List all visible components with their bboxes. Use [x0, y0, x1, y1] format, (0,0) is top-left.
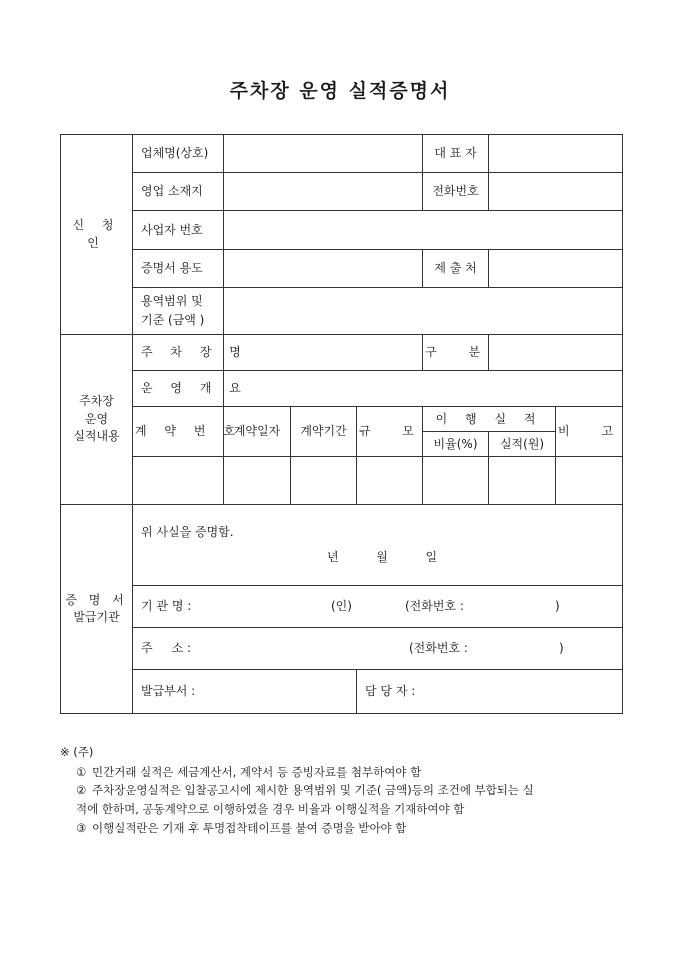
note-item: ③ 이행실적란은 기재 후 투명접착테이프를 붙여 증명을 받아야 함 [76, 820, 407, 835]
operation-overview-field[interactable] [224, 371, 623, 407]
col-scale: 규 모 [357, 407, 423, 457]
business-address-label: 영업 소재지 [133, 173, 224, 211]
ratio-cell[interactable] [423, 457, 489, 505]
applicant-section-label: 신 청 인 [61, 135, 133, 335]
address-row[interactable] [133, 628, 623, 670]
service-scope-field[interactable] [224, 288, 623, 335]
representative-label: 대 표 자 [423, 135, 489, 173]
category-label: 구 분 [423, 335, 489, 371]
person-in-charge-label: 담 당 자 : [365, 684, 416, 699]
date-day: 일 [425, 550, 438, 564]
company-name-label: 업체명(상호) [133, 135, 224, 173]
certificate-use-field[interactable] [224, 250, 423, 288]
note-item: ② 주차장운영실적은 입찰공고시에 제시한 용역범위 및 기준( 금액)등의 조건에 부합되는 실 [76, 783, 534, 798]
service-scope-label: 용역범위 및 기준 (금액 ) [133, 288, 224, 335]
document-title: 주차장 운영 실적증명서 [229, 80, 451, 102]
agency-phone-open: (전화번호 : [405, 599, 464, 614]
phone-field[interactable] [489, 173, 623, 211]
agency-row[interactable] [133, 586, 623, 628]
certificate-form [60, 134, 628, 714]
certification-section-label: 증 명 서 발급기관 [61, 505, 133, 714]
contract-period-cell[interactable] [291, 457, 357, 505]
remarks-cell[interactable] [556, 457, 623, 505]
col-contract-date: 계약일자 [224, 407, 291, 457]
col-remarks: 비 고 [556, 407, 623, 457]
parking-name-label: 주 차 장 명 [133, 335, 224, 371]
date-month: 월 [376, 550, 388, 564]
col-ratio: 비율(%) [423, 432, 489, 457]
person-in-charge-cell[interactable] [357, 670, 623, 714]
scale-cell[interactable] [357, 457, 423, 505]
col-contract-period: 계약기간 [291, 407, 357, 457]
issuing-dept-label: 발급부서 : [141, 684, 196, 699]
agency-label: 기 관 명 : [141, 599, 192, 614]
address-phone-open: (전화번호 : [409, 641, 468, 656]
agency-phone-close: ) [555, 599, 560, 614]
submit-to-field[interactable] [489, 250, 623, 288]
business-number-field[interactable] [224, 211, 623, 250]
operation-overview-label: 운 영 개 요 [133, 371, 224, 407]
contract-date-cell[interactable] [224, 457, 291, 505]
notes-header: ※ (주) [60, 745, 94, 759]
contract-no-cell[interactable] [133, 457, 224, 505]
parking-name-field[interactable] [224, 335, 423, 371]
note-item: ① 민간거래 실적은 세금계산서, 계약서 등 증빙자료를 첨부하여야 함 [76, 764, 422, 779]
note-item-continuation: 적에 한하며, 공동계약으로 이행하였을 경우 비율과 이행실적을 기재하여야 함 [76, 801, 465, 816]
col-amount: 실적(원) [489, 432, 556, 457]
seal-label: (인) [331, 599, 352, 614]
phone-label: 전화번호 [423, 173, 489, 211]
address-phone-close: ) [559, 641, 564, 656]
amount-cell[interactable] [489, 457, 556, 505]
certification-statement: 위 사실을 증명함. [141, 525, 234, 540]
col-performance: 이 행 실 적 [423, 407, 556, 432]
col-contract-no: 계 약 번 호 [133, 407, 224, 457]
date-year: 년 [327, 550, 339, 564]
business-address-field[interactable] [224, 173, 423, 211]
issue-date [141, 548, 614, 567]
parking-section-label: 주차장 운영 실적내용 [61, 335, 133, 505]
issuing-dept-cell[interactable] [133, 670, 357, 714]
business-number-label: 사업자 번호 [133, 211, 224, 250]
address-label: 주 소 : [141, 641, 192, 656]
certificate-use-label: 증명서 용도 [133, 250, 224, 288]
company-name-field[interactable] [224, 135, 423, 173]
category-field[interactable] [489, 335, 623, 371]
representative-field[interactable] [489, 135, 623, 173]
notes-section [60, 743, 660, 837]
submit-to-label: 제 출 처 [423, 250, 489, 288]
certification-statement-cell [133, 505, 623, 586]
